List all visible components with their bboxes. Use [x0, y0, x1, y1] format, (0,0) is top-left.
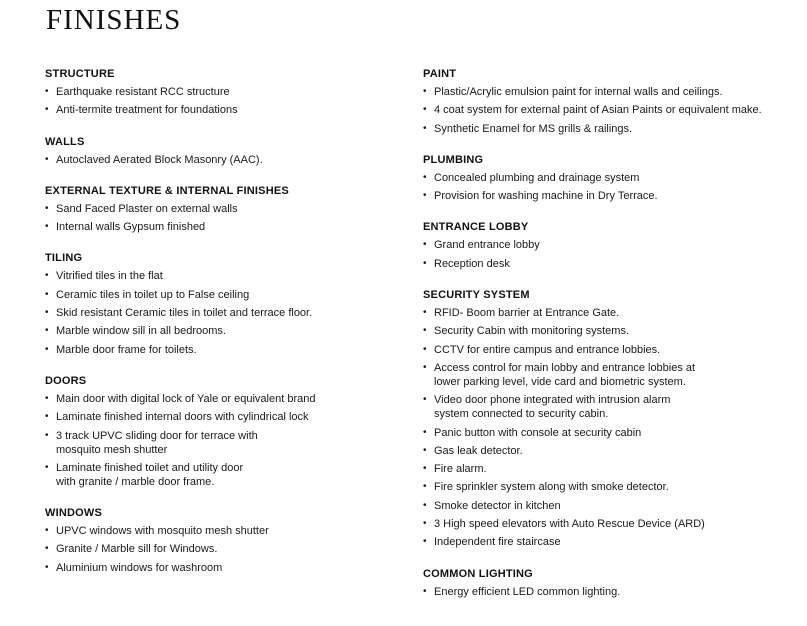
- section-spacer: [423, 140, 803, 153]
- section-paint: [423, 67, 803, 136]
- list-item: [423, 480, 803, 494]
- list-item-text: mosquito mesh shutter: [56, 443, 168, 456]
- list-item: [423, 122, 803, 136]
- list-item: [45, 269, 405, 283]
- section-structure: [45, 67, 405, 117]
- list-item-text: • UPVC windows with mosquito mesh shutter: [56, 525, 269, 538]
- section-spacer: [45, 122, 405, 135]
- list-item: [45, 461, 405, 489]
- list-item-text: • RFID- Boom barrier at Entrance Gate.: [434, 307, 620, 320]
- bullet-list: [45, 524, 405, 575]
- section-spacer: [45, 171, 405, 184]
- list-item: [423, 462, 803, 476]
- list-item-text: • Internal walls Gypsum finished: [56, 221, 206, 234]
- list-item-text: lower parking level, vide card and biometric system.: [434, 375, 686, 388]
- list-item-text: • Sand Faced Plaster on external walls: [56, 202, 238, 215]
- section-windows: [45, 506, 405, 575]
- list-item-text: • Marble window sill in all bedrooms.: [56, 325, 226, 338]
- bullet-list: [45, 269, 405, 356]
- section-heading: WINDOWS: [45, 507, 103, 520]
- list-item: [45, 542, 405, 556]
- list-item-text: • Smoke detector in kitchen: [434, 499, 561, 512]
- list-item-text: • Marble door frame for toilets.: [56, 343, 197, 356]
- list-item: [423, 324, 803, 338]
- section-spacer: [423, 207, 803, 220]
- list-item: [45, 202, 405, 216]
- list-item-text: • 3 track UPVC sliding door for terrace with: [56, 429, 258, 442]
- list-item: [423, 189, 803, 203]
- list-item: [423, 238, 803, 252]
- list-item-text: • Concealed plumbing and drainage system: [434, 171, 640, 184]
- list-item: [45, 220, 405, 234]
- list-item: [423, 444, 803, 458]
- list-item-text: • 3 High speed elevators with Auto Rescue Device (ARD): [434, 518, 705, 531]
- list-item: [45, 343, 405, 357]
- bullet-list: [423, 238, 803, 270]
- list-item: [45, 410, 405, 424]
- list-item-text: • Laminate finished toilet and utility door: [56, 461, 244, 474]
- bullet-list: [45, 85, 405, 117]
- bullet-list: [423, 585, 803, 599]
- section-tiling: [45, 251, 405, 356]
- section-spacer: [423, 275, 803, 288]
- bullet-list: [423, 306, 803, 549]
- list-item: [423, 517, 803, 531]
- list-item: [45, 561, 405, 575]
- list-item: [45, 288, 405, 302]
- list-item-text: • Grand entrance lobby: [434, 239, 540, 252]
- list-item-text: • 4 coat system for external paint of Asian Paints or equivalent make.: [434, 104, 762, 117]
- section-heading: ENTRANCE LOBBY: [423, 221, 529, 234]
- list-item: [423, 393, 803, 421]
- section-heading: SECURITY SYSTEM: [423, 289, 530, 302]
- section-heading: WALLS: [45, 135, 85, 148]
- list-item-text: • Provision for washing machine in Dry Terrace.: [434, 190, 658, 203]
- list-item: [423, 499, 803, 513]
- section-spacer: [45, 238, 405, 251]
- list-item-text: • Granite / Marble sill for Windows.: [56, 543, 218, 556]
- list-item: [45, 306, 405, 320]
- section-heading: PAINT: [423, 68, 457, 80]
- bullet-list: [45, 153, 405, 167]
- section-plumbing: [423, 153, 803, 203]
- list-item: [45, 324, 405, 338]
- list-item-text: • Ceramic tiles in toilet up to False ceiling: [56, 288, 250, 301]
- list-item-text: • Vitrified tiles in the flat: [56, 270, 163, 283]
- list-item: [423, 85, 803, 99]
- section-heading: EXTERNAL TEXTURE & INTERNAL FINISHES: [45, 184, 289, 197]
- section-doors: [45, 374, 405, 489]
- bullet-list: [45, 202, 405, 234]
- section-heading: DOORS: [45, 374, 87, 387]
- list-item: [423, 171, 803, 185]
- list-item-text: • Panic button with console at security cabin: [434, 426, 642, 439]
- list-item-text: • Gas leak detector.: [434, 444, 523, 457]
- section-heading: TILING: [45, 252, 83, 265]
- list-item: [45, 524, 405, 538]
- list-item: [423, 426, 803, 440]
- section-heading: STRUCTURE: [45, 68, 115, 80]
- section-spacer: [45, 493, 405, 506]
- section-spacer: [45, 361, 405, 374]
- list-item-text: • Access control for main lobby and entrance lobbies at: [434, 361, 696, 374]
- list-item-text: • Energy efficient LED common lighting.: [434, 585, 621, 598]
- section-heading: COMMON LIGHTING: [423, 567, 533, 580]
- list-item-text: • Skid resistant Ceramic tiles in toilet and terrace floor.: [56, 307, 313, 320]
- section-common-lighting: [423, 567, 803, 599]
- right-column: [423, 67, 803, 603]
- list-item-text: • Independent fire staircase: [434, 536, 561, 549]
- list-item-text: • Security Cabin with monitoring systems.: [434, 325, 630, 338]
- list-item: [423, 361, 803, 389]
- list-item: [45, 103, 405, 117]
- list-item-text: • Synthetic Enamel for MS grills & railings.: [434, 122, 633, 135]
- list-item: [423, 306, 803, 320]
- list-item: [423, 585, 803, 599]
- section-spacer: [423, 554, 803, 567]
- list-item-text: • Anti-termite treatment for foundations: [56, 104, 238, 117]
- list-item-text: • Laminate finished internal doors with cylindrical lock: [56, 411, 309, 424]
- section-heading: PLUMBING: [423, 153, 484, 166]
- list-item: [423, 257, 803, 271]
- list-item-text: • Fire alarm.: [434, 463, 487, 476]
- section-security-system: [423, 288, 803, 549]
- list-item-text: • Plastic/Acrylic emulsion paint for internal walls and ceilings.: [434, 86, 723, 98]
- list-item: [45, 85, 405, 99]
- list-item-text: with granite / marble door frame.: [56, 475, 215, 488]
- list-item-text: system connected to security cabin.: [434, 408, 609, 421]
- bullet-list: [423, 171, 803, 203]
- bullet-list: [45, 392, 405, 489]
- section-entrance-lobby: [423, 220, 803, 270]
- left-column: [45, 67, 405, 579]
- list-item: [45, 429, 405, 457]
- list-item-text: • Earthquake resistant RCC structure: [56, 86, 230, 98]
- list-item: [45, 392, 405, 406]
- list-item-text: • Main door with digital lock of Yale or equivalent brand: [56, 392, 316, 405]
- list-item: [45, 153, 405, 167]
- page-title: FINISHES: [46, 4, 182, 36]
- bullet-list: [423, 85, 803, 136]
- list-item-text: • Aluminium windows for washroom: [56, 561, 223, 574]
- section-external-texture-and-internal-finishes: [45, 184, 405, 234]
- list-item-text: • CCTV for entire campus and entrance lobbies.: [434, 343, 661, 356]
- section-walls: [45, 135, 405, 167]
- list-item-text: • Fire sprinkler system along with smoke detector.: [434, 481, 669, 494]
- list-item: [423, 535, 803, 549]
- list-item-text: • Reception desk: [434, 257, 510, 270]
- list-item-text: • Video door phone integrated with intrusion alarm: [434, 394, 671, 407]
- list-item: [423, 103, 803, 117]
- list-item: [423, 343, 803, 357]
- list-item-text: • Autoclaved Aerated Block Masonry (AAC).: [56, 153, 263, 166]
